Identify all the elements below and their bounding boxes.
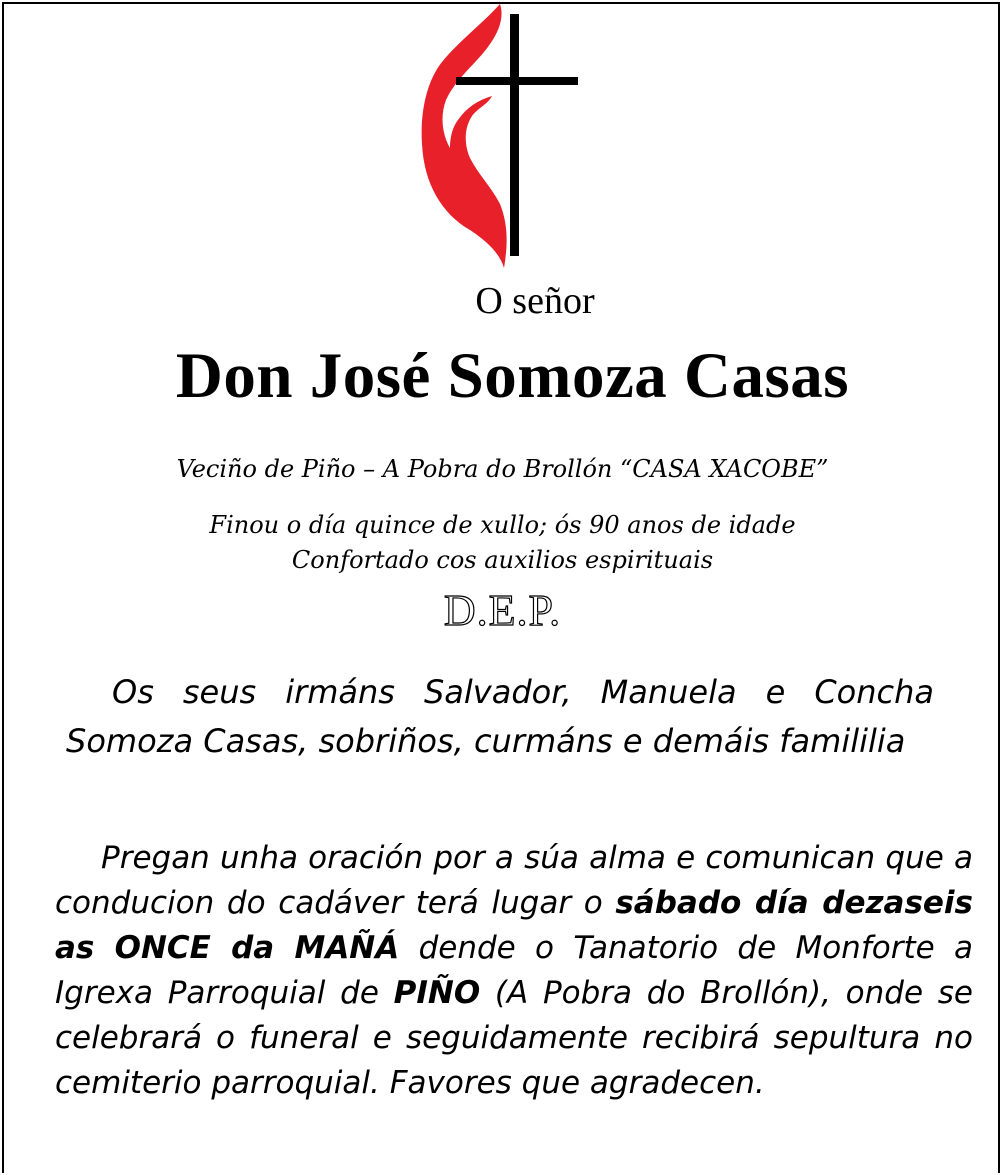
prayer-text-1: Pregan unha oración por a súa alma e comunican que a conducion do cadáver terá lugar o [55,840,973,921]
comfort-line: Confortado cos auxilios espirituais [291,546,714,574]
title-prefix: O señor [475,280,595,322]
flame-shape [422,4,507,268]
residence-line: Veciño de Piño – A Pobra do Brollón “CASA XACOBE” [176,455,829,483]
death-date-line: Finou o día quince de xullo; ós 90 anos de idade [209,511,796,539]
prayer-paragraph [55,836,973,1106]
cross-vertical [510,14,519,256]
dep-mark: D.E.P. [443,586,562,635]
deceased-name: Don José Somoza Casas [175,340,850,412]
prayer-text-3: (A Pobra do Brollón), onde se celebrará o funeral e seguidamente recibirá sepultura no cemiterio parroquial. Favores que agradecen. [55,975,973,1101]
prayer-date-time: sábado día dezaseis as ONCE da MAÑÁ [55,885,973,966]
prayer-parish: PIÑO [393,975,481,1011]
prayer-text-2: dende o Tanatorio de Monforte a Igrexa Parroquial de [55,930,973,1011]
family-paragraph: Os seus irmáns Salvador, Manuela e Concha Somoza Casas, sobriños, curmáns e demáis famililia [66,673,934,760]
cross-horizontal [456,77,578,85]
cross-and-flame-icon [412,4,582,268]
